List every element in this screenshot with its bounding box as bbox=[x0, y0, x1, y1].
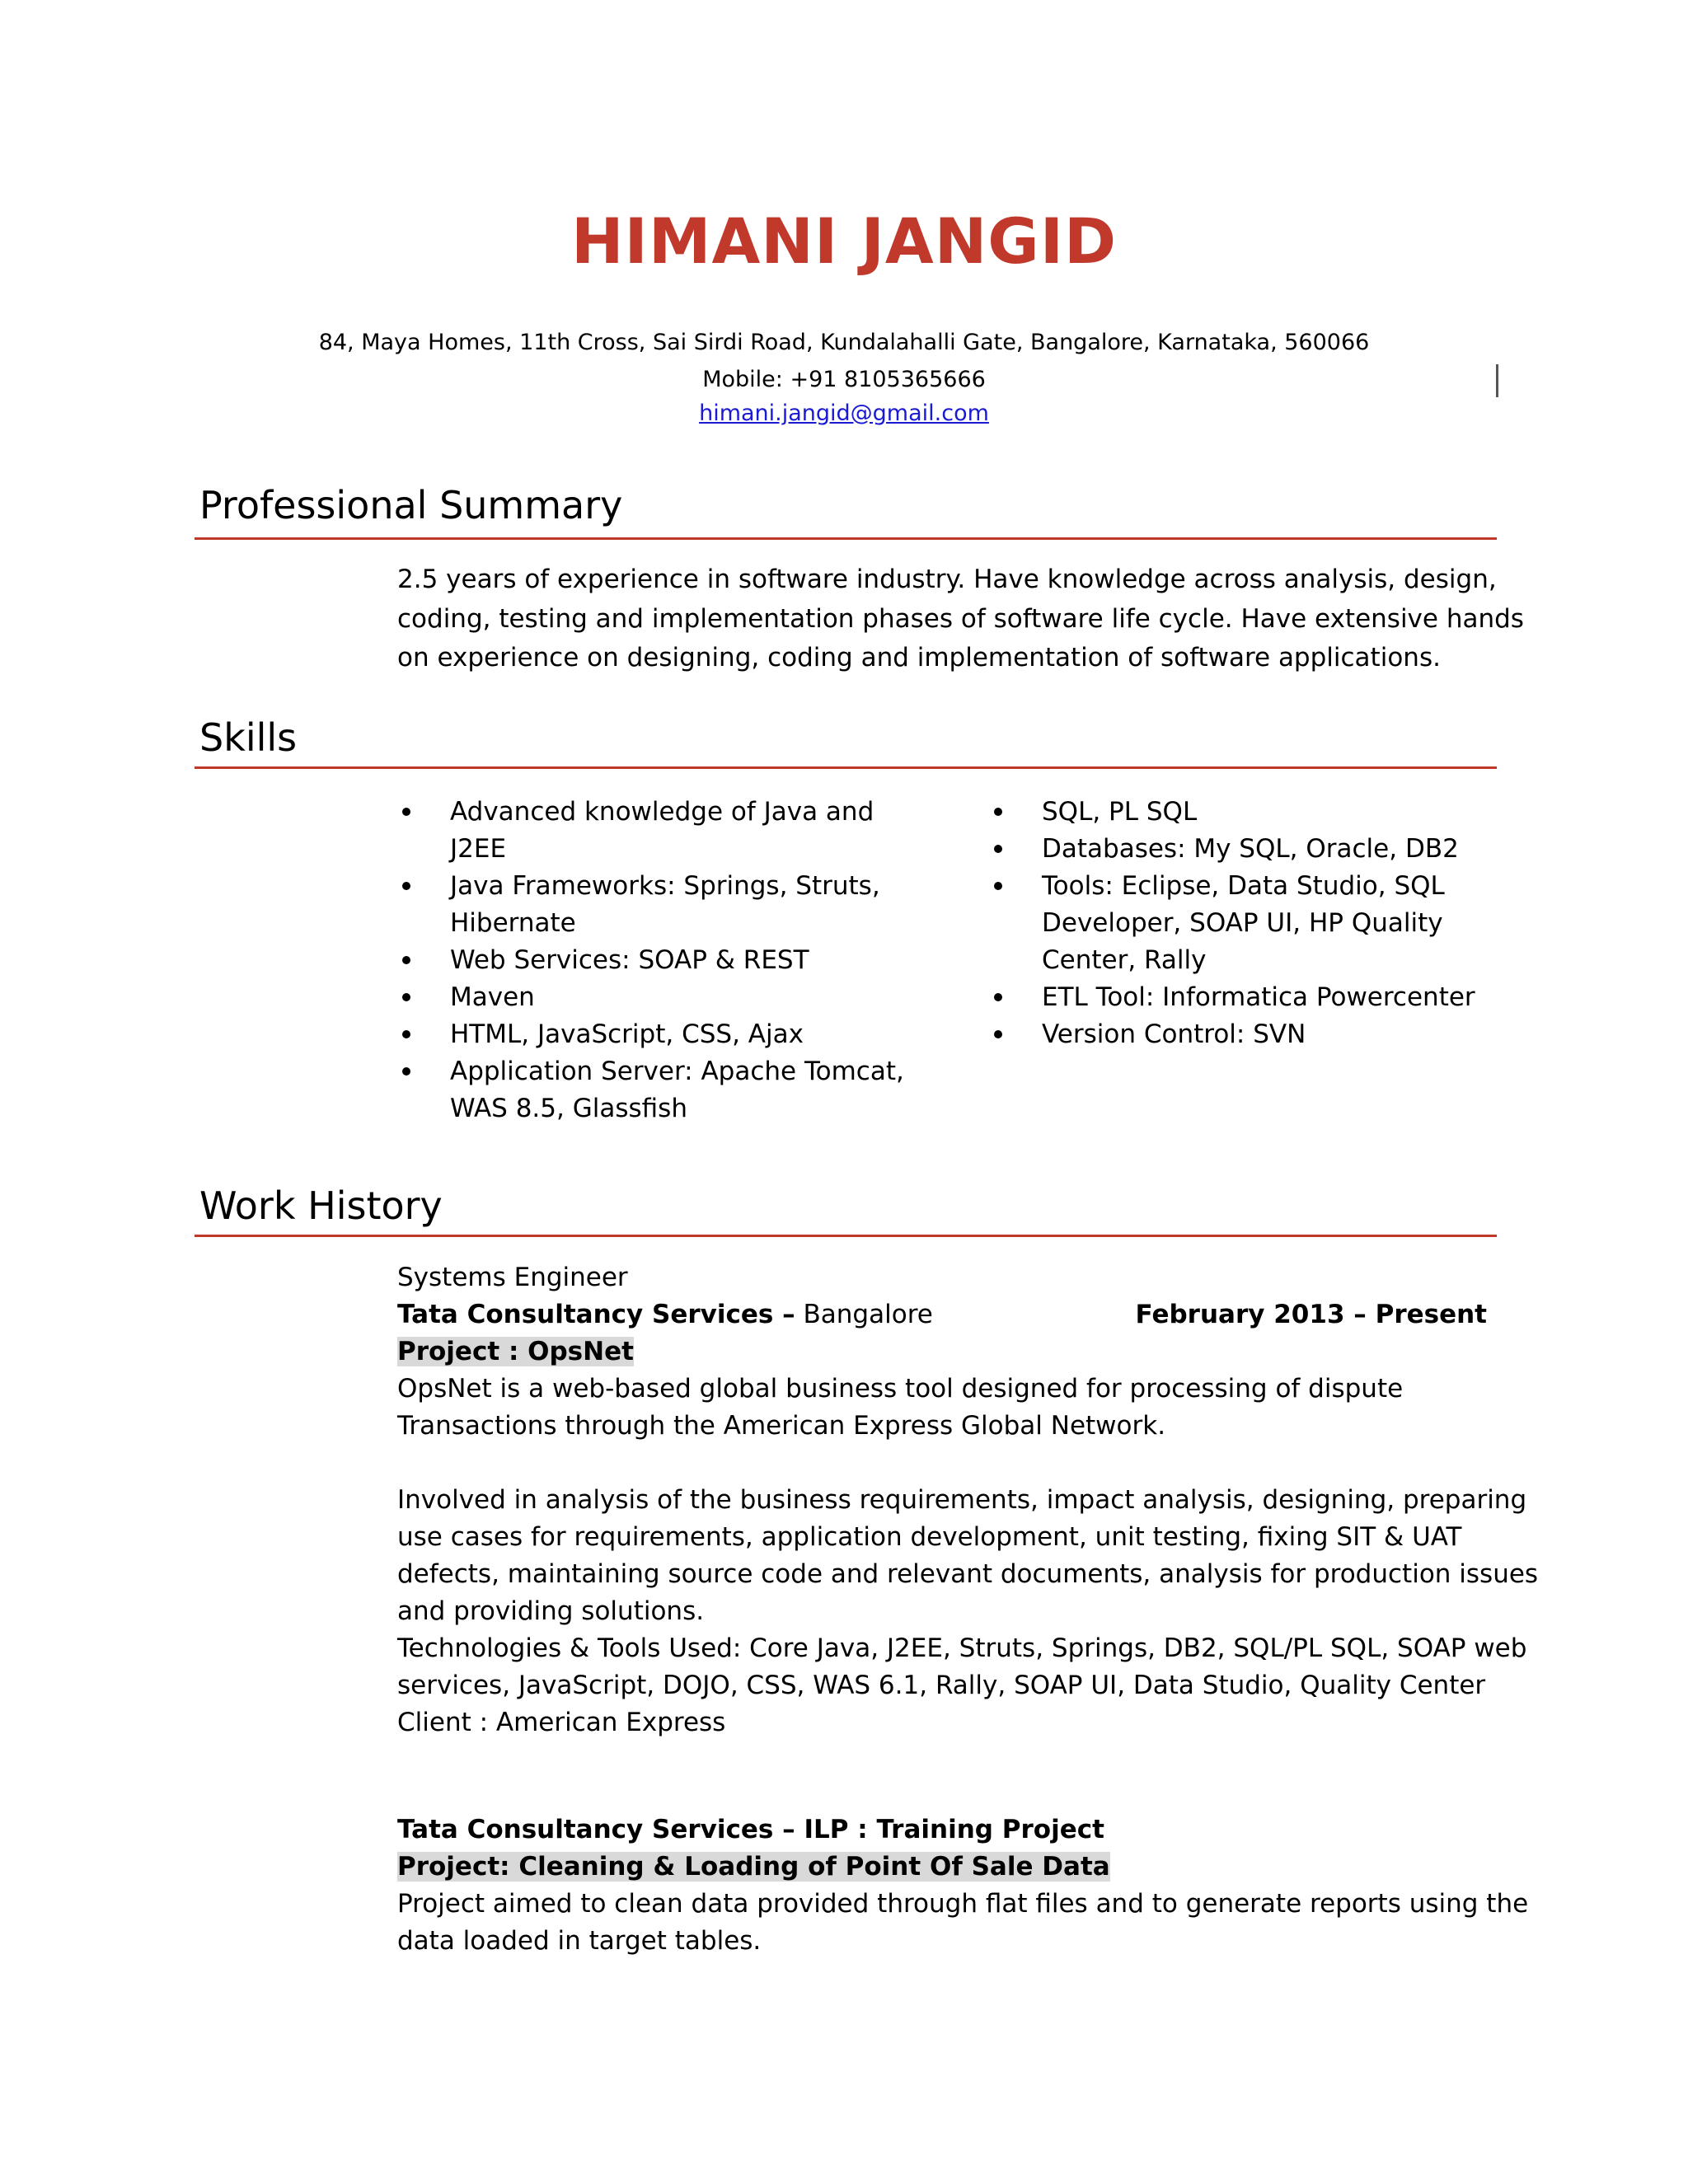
summary-line: on experience on designing, coding and implementation of software applications. bbox=[397, 643, 1441, 673]
skill-item: Version Control: SVN bbox=[991, 1016, 1485, 1053]
skill-item: Databases: My SQL, Oracle, DB2 bbox=[991, 831, 1485, 868]
email-link[interactable]: himani.jangid@gmail.com bbox=[699, 401, 989, 426]
skill-item: ETL Tool: Informatica Powercenter bbox=[991, 979, 1485, 1016]
work-history-title: Work History bbox=[199, 1183, 443, 1228]
skill-item: Web Services: SOAP & REST bbox=[399, 942, 910, 979]
responsibility-line: and providing solutions. bbox=[397, 1596, 705, 1626]
mobile-number: Mobile: +91 8105365666 bbox=[702, 367, 986, 392]
training-desc-line: data loaded in target tables. bbox=[397, 1926, 762, 1956]
job-entry bbox=[397, 1259, 1539, 1741]
client-line: Client : American Express bbox=[397, 1708, 726, 1737]
training-desc-line: Project aimed to clean data provided through flat files and to generate reports using the bbox=[397, 1889, 1529, 1919]
summary-line: 2.5 years of experience in software industry. Have knowledge across analysis, design, bbox=[397, 565, 1497, 594]
summary-line: coding, testing and implementation phases of software life cycle. Have extensive hands bbox=[397, 604, 1524, 634]
skill-item: Tools: Eclipse, Data Studio, SQL Developer, SOAP UI, HP Quality Center, Rally bbox=[991, 868, 1485, 979]
summary-title: Professional Summary bbox=[199, 483, 623, 527]
job-dates: February 2013 – Present bbox=[1135, 1300, 1487, 1329]
candidate-name: HIMANI JANGID bbox=[570, 204, 1118, 278]
responsibility-line: defects, maintaining source code and relevant documents, analysis for production issues bbox=[397, 1559, 1539, 1589]
skills-divider bbox=[195, 766, 1497, 769]
project-desc-line: Transactions through the American Express Global Network. bbox=[397, 1411, 1166, 1441]
text-cursor bbox=[1496, 364, 1498, 397]
project-desc-line: OpsNet is a web-based global business tool designed for processing of dispute bbox=[397, 1374, 1404, 1404]
skill-item: HTML, JavaScript, CSS, Ajax bbox=[399, 1016, 910, 1053]
work-history-divider bbox=[195, 1235, 1497, 1237]
summary-divider bbox=[195, 537, 1497, 540]
skill-item: Maven bbox=[399, 979, 910, 1016]
training-company: Tata Consultancy Services – ILP : Training Project bbox=[397, 1815, 1104, 1844]
responsibility-line: Involved in analysis of the business requirements, impact analysis, designing, preparing bbox=[397, 1485, 1527, 1515]
skills-title: Skills bbox=[199, 715, 298, 760]
job-location: Bangalore bbox=[795, 1300, 933, 1329]
skill-item: Java Frameworks: Springs, Struts, Hibernate bbox=[399, 868, 910, 942]
technologies-line: services, JavaScript, DOJO, CSS, WAS 6.1, Rally, SOAP UI, Data Studio, Quality Center bbox=[397, 1671, 1486, 1700]
job-company-row bbox=[397, 1296, 1493, 1333]
project-title: Project : OpsNet bbox=[397, 1337, 634, 1366]
job-role: Systems Engineer bbox=[397, 1263, 628, 1292]
skill-item: SQL, PL SQL bbox=[991, 794, 1485, 831]
address: 84, Maya Homes, 11th Cross, Sai Sirdi Road, Kundalahalli Gate, Bangalore, Karnataka, 560066 bbox=[318, 330, 1370, 355]
spacer bbox=[397, 1445, 1493, 1482]
skills-list-right bbox=[991, 794, 1485, 1053]
technologies-line: Technologies & Tools Used: Core Java, J2EE, Struts, Springs, DB2, SQL/PL SQL, SOAP web bbox=[397, 1633, 1527, 1663]
skill-item: Application Server: Apache Tomcat, WAS 8.5, Glassfish bbox=[399, 1053, 910, 1127]
email-row bbox=[0, 401, 1688, 426]
skill-item: Advanced knowledge of Java and J2EE bbox=[399, 794, 910, 868]
job-company: Tata Consultancy Services – bbox=[397, 1300, 795, 1329]
summary-text bbox=[397, 561, 1524, 677]
responsibility-line: use cases for requirements, application development, unit testing, fixing SIT & UAT bbox=[397, 1522, 1462, 1552]
training-entry bbox=[397, 1811, 1529, 1960]
skills-list-left bbox=[399, 794, 910, 1127]
training-project-title: Project: Cleaning & Loading of Point Of Sale Data bbox=[397, 1852, 1110, 1882]
